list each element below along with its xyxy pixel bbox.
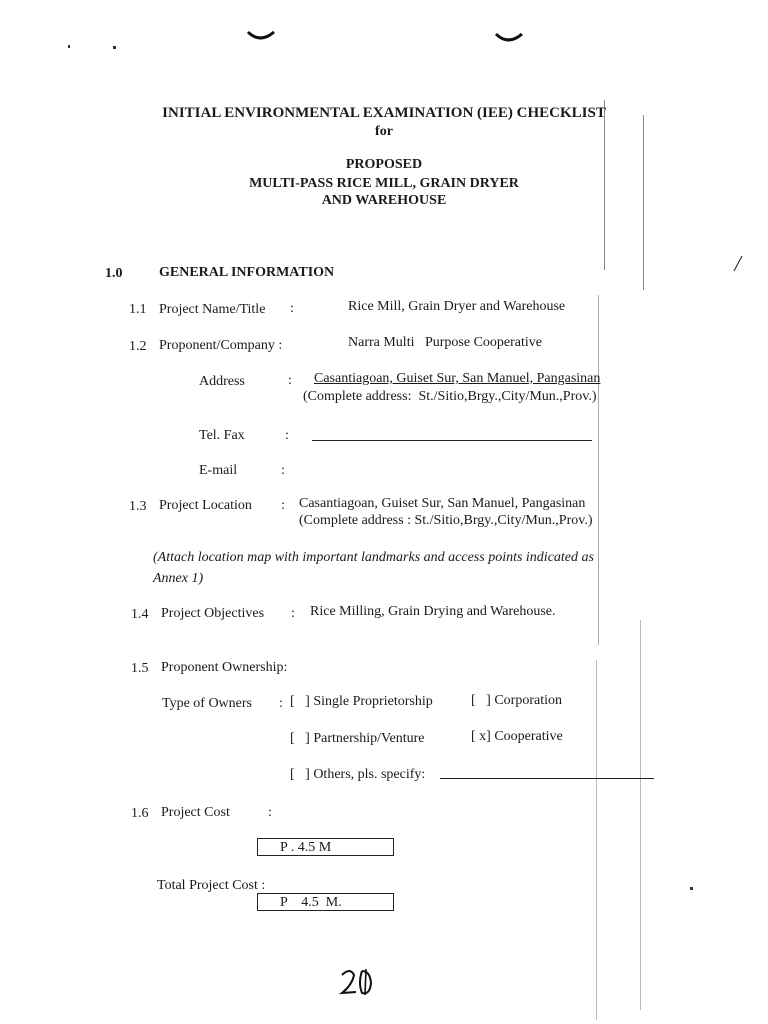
- item-number: 1.5: [131, 661, 149, 676]
- proponent-ownership-label: Proponent Ownership:: [161, 660, 288, 675]
- section-title: GENERAL INFORMATION: [159, 265, 335, 280]
- tel-fax-blank-line: [312, 440, 592, 441]
- project-title-line2: AND WAREHOUSE: [321, 193, 447, 208]
- colon: :: [288, 373, 292, 388]
- project-location-label: Project Location: [159, 498, 252, 513]
- proponent-label: Proponent/Company :: [159, 338, 283, 353]
- total-project-cost-box: P 4.5 M.: [257, 893, 394, 911]
- item-number: 1.1: [129, 302, 147, 317]
- document-proposed: PROPOSED: [345, 157, 423, 172]
- colon: :: [290, 301, 294, 316]
- project-location-hint: (Complete address : St./Sitio,Brgy.,City/Mun.,Prov.): [299, 513, 593, 528]
- colon: :: [279, 696, 283, 711]
- address-hint: (Complete address: St./Sitio,Brgy.,City/Mun.,Prov.): [303, 389, 597, 404]
- document-for: for: [375, 124, 393, 139]
- cooperative-option: [ x] Cooperative: [471, 729, 563, 744]
- binding-mark-right: [494, 30, 524, 46]
- handwritten-page-number: [338, 965, 378, 999]
- item-number: 1.4: [131, 607, 149, 622]
- scan-line: [640, 620, 641, 1010]
- project-objectives-value: Rice Milling, Grain Drying and Warehouse.: [310, 604, 556, 619]
- project-name-label: Project Name/Title: [159, 302, 266, 317]
- binding-mark-left: [246, 28, 276, 44]
- email-label: E-mail: [199, 463, 238, 478]
- project-cost-label: Project Cost: [161, 805, 230, 820]
- annex-note-line1: (Attach location map with important landmarks and access points indicated as: [153, 550, 594, 565]
- others-blank-line: [440, 778, 654, 779]
- item-number: 1.3: [129, 499, 147, 514]
- partnership-venture-option: [ ] Partnership/Venture: [290, 731, 425, 746]
- type-of-owners-label: Type of Owners: [162, 696, 252, 711]
- colon: :: [281, 498, 285, 513]
- colon: :: [285, 428, 289, 443]
- annex-note-line2: Annex 1): [153, 571, 204, 586]
- item-number: 1.6: [131, 806, 149, 821]
- tel-fax-label: Tel. Fax: [199, 428, 245, 443]
- project-objectives-label: Project Objectives: [161, 606, 265, 621]
- others-option: [ ] Others, pls. specify:: [290, 767, 426, 782]
- section-number: 1.0: [105, 266, 123, 281]
- project-name-value: Rice Mill, Grain Dryer and Warehouse: [348, 299, 566, 314]
- address-value: Casantiagoan, Guiset Sur, San Manuel, Pangasinan: [314, 371, 601, 386]
- colon: :: [281, 463, 285, 478]
- address-label: Address: [199, 374, 245, 389]
- total-project-cost-label: Total Project Cost :: [157, 878, 266, 893]
- single-proprietorship-option: [ ] Single Proprietorship: [290, 694, 433, 709]
- pen-stroke-mark: [732, 255, 744, 273]
- project-cost-box: P . 4.5 M: [257, 838, 394, 856]
- corporation-option: [ ] Corporation: [471, 693, 562, 708]
- speck-mark: [690, 887, 693, 890]
- proponent-value: Narra Multi Purpose Cooperative: [348, 335, 543, 350]
- scan-line: [598, 295, 599, 645]
- colon: :: [268, 805, 272, 820]
- project-location-value: Casantiagoan, Guiset Sur, San Manuel, Pangasinan: [299, 496, 586, 511]
- project-title-line1: MULTI-PASS RICE MILL, GRAIN DRYER: [249, 176, 519, 191]
- scan-line: [596, 660, 597, 1020]
- speck-mark: [113, 46, 116, 49]
- speck-mark: [68, 45, 70, 48]
- item-number: 1.2: [129, 339, 147, 354]
- document-title: INITIAL ENVIRONMENTAL EXAMINATION (IEE) CHECKLIST: [162, 105, 606, 121]
- colon: :: [291, 606, 295, 621]
